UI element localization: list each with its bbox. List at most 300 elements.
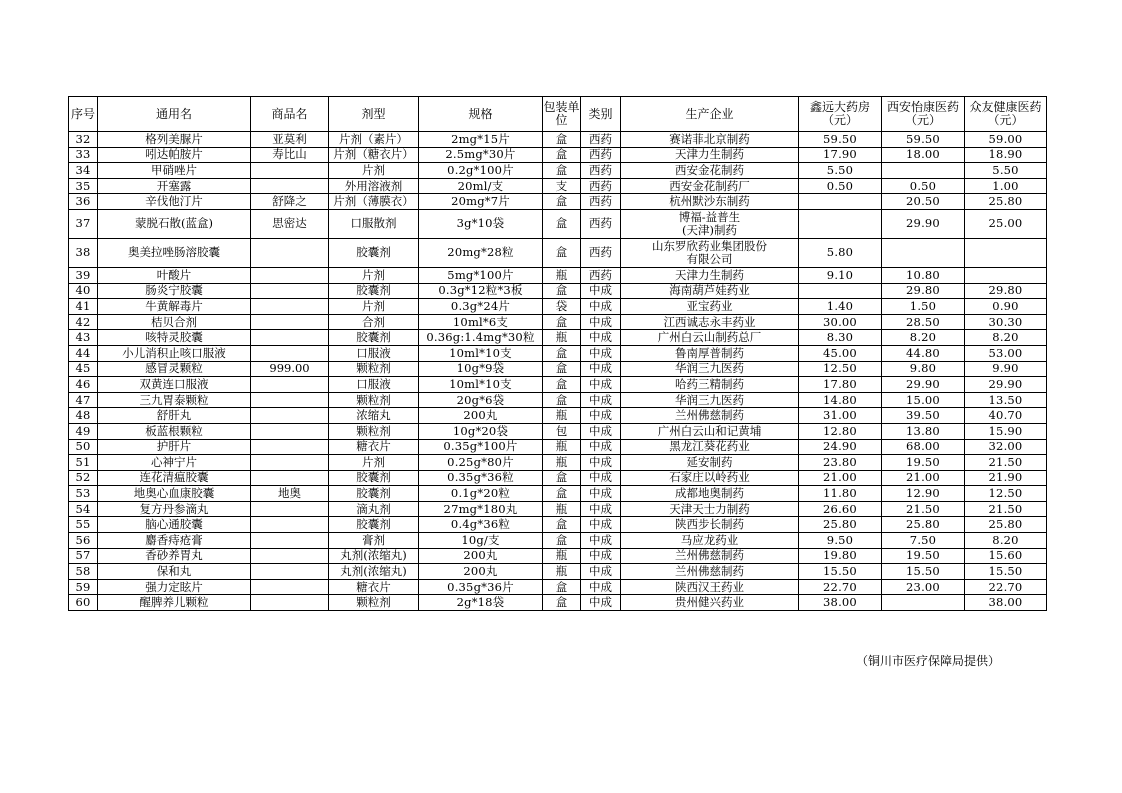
table-cell: 9.90 [965, 361, 1047, 377]
table-cell: 12.50 [799, 361, 882, 377]
table-cell: 47 [69, 392, 98, 408]
table-cell: 赛诺菲北京制药 [621, 132, 799, 148]
table-cell: 牛黄解毒片 [98, 299, 251, 315]
table-cell: 格列美脲片 [98, 132, 251, 148]
table-cell: 19.50 [882, 455, 965, 471]
table-cell: 29.90 [882, 377, 965, 393]
table-cell: 57 [69, 548, 98, 564]
table-cell: 30.00 [799, 314, 882, 330]
table-cell: 2.5mg*30片 [419, 147, 543, 163]
table-cell: 20mg*7片 [419, 194, 543, 210]
table-cell [251, 548, 329, 564]
table-cell: 西药 [581, 178, 621, 194]
table-cell: 12.80 [799, 423, 882, 439]
table-cell: 口服散剂 [329, 209, 419, 238]
table-cell [251, 283, 329, 299]
table-cell: 51 [69, 455, 98, 471]
table-row [69, 470, 1047, 486]
table-cell: 42 [69, 314, 98, 330]
table-cell: 15.50 [882, 564, 965, 580]
table-cell: 地奥心血康胶囊 [98, 486, 251, 502]
table-cell: 桔贝合剂 [98, 314, 251, 330]
table-cell [799, 283, 882, 299]
table-cell: 袋 [543, 299, 581, 315]
table-cell: 2mg*15片 [419, 132, 543, 148]
table-row [69, 283, 1047, 299]
table-row [69, 147, 1047, 163]
table-cell: 0.2g*100片 [419, 163, 543, 179]
table-cell: 32 [69, 132, 98, 148]
table-cell: 中成 [581, 439, 621, 455]
table-cell: 21.00 [799, 470, 882, 486]
table-cell: 滴丸剂 [329, 501, 419, 517]
table-cell [882, 238, 965, 267]
table-cell: 9.50 [799, 533, 882, 549]
table-cell: 2g*18袋 [419, 595, 543, 611]
table-cell: 39 [69, 267, 98, 283]
table-cell: 45.00 [799, 345, 882, 361]
table-cell [251, 330, 329, 346]
table-cell: 西安金花制药 [621, 163, 799, 179]
table-cell: 中成 [581, 283, 621, 299]
table-cell: 37 [69, 209, 98, 238]
table-cell: 0.4g*36粒 [419, 517, 543, 533]
table-cell [799, 209, 882, 238]
table-cell [251, 423, 329, 439]
table-cell: 片剂 [329, 267, 419, 283]
table-cell: 20.50 [882, 194, 965, 210]
table-cell: 口服液 [329, 377, 419, 393]
table-cell: 片剂（薄膜衣） [329, 194, 419, 210]
table-cell: 马应龙药业 [621, 533, 799, 549]
column-header: 通用名 [98, 97, 251, 132]
table-cell: 13.80 [882, 423, 965, 439]
table-cell [251, 299, 329, 315]
table-cell: 盒 [543, 579, 581, 595]
table-cell: 0.50 [882, 178, 965, 194]
table-cell: 中成 [581, 314, 621, 330]
table-cell: 25.00 [965, 209, 1047, 238]
table-cell: 44.80 [882, 345, 965, 361]
table-cell: 29.80 [965, 283, 1047, 299]
table-cell: 醒脾养儿颗粒 [98, 595, 251, 611]
table-cell: 盒 [543, 470, 581, 486]
table-cell: 中成 [581, 330, 621, 346]
table-cell: 开塞露 [98, 178, 251, 194]
table-cell: 盒 [543, 533, 581, 549]
table-cell: 59.00 [965, 132, 1047, 148]
table-cell: 保和丸 [98, 564, 251, 580]
table-cell: 20ml/支 [419, 178, 543, 194]
table-cell: 咳特灵胶囊 [98, 330, 251, 346]
table-cell: 天津力生制药 [621, 147, 799, 163]
table-cell: 200丸 [419, 408, 543, 424]
table-cell: 中成 [581, 579, 621, 595]
table-cell: 辛伐他汀片 [98, 194, 251, 210]
table-cell: 亚宝药业 [621, 299, 799, 315]
table-cell: 奥美拉唑肠溶胶囊 [98, 238, 251, 267]
table-cell [251, 178, 329, 194]
table-row [69, 501, 1047, 517]
price-table-container [68, 96, 1047, 611]
table-cell [251, 238, 329, 267]
table-cell: 29.90 [965, 377, 1047, 393]
table-row [69, 194, 1047, 210]
table-row [69, 267, 1047, 283]
table-cell: 中成 [581, 486, 621, 502]
table-cell: 1.00 [965, 178, 1047, 194]
table-cell: 10ml*10支 [419, 345, 543, 361]
table-cell: 10.80 [882, 267, 965, 283]
table-row [69, 564, 1047, 580]
table-cell: 肠炎宁胶囊 [98, 283, 251, 299]
table-cell [251, 267, 329, 283]
table-cell: 28.50 [882, 314, 965, 330]
table-cell: 38.00 [799, 595, 882, 611]
table-cell: 30.30 [965, 314, 1047, 330]
column-header: 规格 [419, 97, 543, 132]
table-cell: 38 [69, 238, 98, 267]
table-cell: 西药 [581, 194, 621, 210]
table-row [69, 548, 1047, 564]
table-cell: 天津力生制药 [621, 267, 799, 283]
table-cell: 陕西汉王药业 [621, 579, 799, 595]
table-cell [251, 517, 329, 533]
table-cell: 17.80 [799, 377, 882, 393]
table-cell: 瓶 [543, 501, 581, 517]
table-cell: 山东罗欣药业集团股份 有限公司 [621, 238, 799, 267]
table-cell: 盒 [543, 345, 581, 361]
table-cell: 片剂（素片） [329, 132, 419, 148]
table-cell: 52 [69, 470, 98, 486]
table-cell: 瓶 [543, 408, 581, 424]
table-cell: 感冒灵颗粒 [98, 361, 251, 377]
table-cell: 8.20 [965, 533, 1047, 549]
column-header: 剂型 [329, 97, 419, 132]
table-cell: 兰州佛慈制药 [621, 408, 799, 424]
table-cell: 200丸 [419, 564, 543, 580]
table-cell: 颗粒剂 [329, 392, 419, 408]
table-cell: 思密达 [251, 209, 329, 238]
table-cell: 20mg*28粒 [419, 238, 543, 267]
table-cell: 合剂 [329, 314, 419, 330]
table-cell: 40.70 [965, 408, 1047, 424]
table-cell: 1.40 [799, 299, 882, 315]
table-cell: 8.30 [799, 330, 882, 346]
source-note: （铜川市医疗保障局提供） [855, 654, 1000, 668]
table-cell: 15.60 [965, 548, 1047, 564]
table-cell: 5.50 [799, 163, 882, 179]
table-cell: 麝香痔疮膏 [98, 533, 251, 549]
table-cell: 亚莫利 [251, 132, 329, 148]
table-cell [251, 163, 329, 179]
table-cell: 中成 [581, 299, 621, 315]
table-cell [882, 595, 965, 611]
table-cell: 22.70 [965, 579, 1047, 595]
table-cell: 53 [69, 486, 98, 502]
table-cell: 西药 [581, 267, 621, 283]
table-row [69, 377, 1047, 393]
table-cell: 口服液 [329, 345, 419, 361]
table-cell: 56 [69, 533, 98, 549]
column-header: 众友健康医药（元） [965, 97, 1047, 132]
table-cell: 贵州健兴药业 [621, 595, 799, 611]
table-cell: 29.90 [882, 209, 965, 238]
table-cell: 强力定眩片 [98, 579, 251, 595]
table-cell: 23.00 [882, 579, 965, 595]
table-cell [251, 470, 329, 486]
table-row [69, 439, 1047, 455]
table-cell [251, 501, 329, 517]
table-cell: 35 [69, 178, 98, 194]
table-cell: 5.80 [799, 238, 882, 267]
table-cell: 24.90 [799, 439, 882, 455]
table-cell: 40 [69, 283, 98, 299]
table-cell: 15.50 [965, 564, 1047, 580]
table-cell: 海南葫芦娃药业 [621, 283, 799, 299]
table-cell: 三九胃泰颗粒 [98, 392, 251, 408]
table-cell [799, 194, 882, 210]
column-header: 商品名 [251, 97, 329, 132]
table-cell: 9.80 [882, 361, 965, 377]
table-cell [251, 377, 329, 393]
table-row [69, 486, 1047, 502]
table-cell: 7.50 [882, 533, 965, 549]
table-row [69, 163, 1047, 179]
table-cell: 西药 [581, 238, 621, 267]
table-cell: 中成 [581, 564, 621, 580]
table-cell: 盒 [543, 517, 581, 533]
table-cell: 护肝片 [98, 439, 251, 455]
table-cell: 心神宁片 [98, 455, 251, 471]
table-cell: 中成 [581, 377, 621, 393]
table-cell: 25.80 [799, 517, 882, 533]
table-cell: 颗粒剂 [329, 361, 419, 377]
column-header: 鑫远大药房（元） [799, 97, 882, 132]
table-row [69, 392, 1047, 408]
table-cell: 17.90 [799, 147, 882, 163]
table-cell: 丸剂(浓缩丸) [329, 548, 419, 564]
table-cell: 26.60 [799, 501, 882, 517]
table-cell: 21.50 [965, 501, 1047, 517]
table-cell: 鲁南厚普制药 [621, 345, 799, 361]
table-cell [965, 238, 1047, 267]
table-cell: 20g*6袋 [419, 392, 543, 408]
table-cell: 10g*9袋 [419, 361, 543, 377]
table-cell: 25.80 [882, 517, 965, 533]
table-cell: 盒 [543, 147, 581, 163]
table-cell: 10g*20袋 [419, 423, 543, 439]
table-cell [965, 267, 1047, 283]
table-cell: 55 [69, 517, 98, 533]
table-cell: 0.90 [965, 299, 1047, 315]
table-row [69, 423, 1047, 439]
table-row [69, 132, 1047, 148]
table-cell: 34 [69, 163, 98, 179]
table-cell: 胶囊剂 [329, 470, 419, 486]
table-cell: 胶囊剂 [329, 330, 419, 346]
table-cell: 兰州佛慈制药 [621, 564, 799, 580]
table-cell: 中成 [581, 455, 621, 471]
table-cell: 中成 [581, 533, 621, 549]
table-cell [882, 163, 965, 179]
table-cell: 5.50 [965, 163, 1047, 179]
table-row [69, 595, 1047, 611]
table-cell: 中成 [581, 423, 621, 439]
table-cell: 22.70 [799, 579, 882, 595]
table-cell: 10g/支 [419, 533, 543, 549]
table-row [69, 408, 1047, 424]
table-cell: 44 [69, 345, 98, 361]
table-cell: 蒙脱石散(蓝盒) [98, 209, 251, 238]
table-cell: 41 [69, 299, 98, 315]
table-cell: 包 [543, 423, 581, 439]
table-cell: 华润三九医药 [621, 392, 799, 408]
table-cell: 15.90 [965, 423, 1047, 439]
table-cell: 西药 [581, 163, 621, 179]
table-cell: 甲硝唑片 [98, 163, 251, 179]
table-cell: 0.35g*100片 [419, 439, 543, 455]
table-cell: 糖衣片 [329, 439, 419, 455]
table-cell: 瓶 [543, 455, 581, 471]
table-cell: 陕西步长制药 [621, 517, 799, 533]
table-cell: 36 [69, 194, 98, 210]
table-cell: 14.80 [799, 392, 882, 408]
table-cell: 0.3g*24片 [419, 299, 543, 315]
table-cell [251, 439, 329, 455]
table-cell: 成都地奥制药 [621, 486, 799, 502]
table-cell: 13.50 [965, 392, 1047, 408]
table-cell: 膏剂 [329, 533, 419, 549]
table-cell: 盒 [543, 283, 581, 299]
column-header: 序号 [69, 97, 98, 132]
table-row [69, 455, 1047, 471]
table-cell: 中成 [581, 595, 621, 611]
table-cell: 盒 [543, 194, 581, 210]
table-cell: 片剂 [329, 455, 419, 471]
table-cell: 18.00 [882, 147, 965, 163]
table-cell: 盒 [543, 238, 581, 267]
table-cell: 石家庄以岭药业 [621, 470, 799, 486]
table-cell: 板蓝根颗粒 [98, 423, 251, 439]
table-cell: 西药 [581, 132, 621, 148]
table-cell: 50 [69, 439, 98, 455]
table-cell: 瓶 [543, 267, 581, 283]
table-cell: 53.00 [965, 345, 1047, 361]
table-cell: 5mg*100片 [419, 267, 543, 283]
table-cell: 中成 [581, 345, 621, 361]
drug-price-table [68, 96, 1047, 611]
table-cell: 15.00 [882, 392, 965, 408]
table-cell: 54 [69, 501, 98, 517]
table-cell: 0.36g:1.4mg*30粒 [419, 330, 543, 346]
table-cell: 丸剂(浓缩丸) [329, 564, 419, 580]
table-cell: 盒 [543, 132, 581, 148]
table-cell: 29.80 [882, 283, 965, 299]
table-cell: 片剂 [329, 299, 419, 315]
table-cell: 0.35g*36片 [419, 579, 543, 595]
table-row [69, 299, 1047, 315]
table-cell: 胶囊剂 [329, 238, 419, 267]
table-cell: 25.80 [965, 517, 1047, 533]
table-cell: 广州白云山制药总厂 [621, 330, 799, 346]
table-cell: 49 [69, 423, 98, 439]
table-cell: 吲达帕胺片 [98, 147, 251, 163]
table-cell: 1.50 [882, 299, 965, 315]
column-header: 西安怡康医药（元） [882, 97, 965, 132]
table-header-row [69, 97, 1047, 132]
table-cell: 21.00 [882, 470, 965, 486]
table-row [69, 314, 1047, 330]
table-cell: 19.50 [882, 548, 965, 564]
table-cell: 外用溶液剂 [329, 178, 419, 194]
table-cell: 双黄连口服液 [98, 377, 251, 393]
table-cell: 21.90 [965, 470, 1047, 486]
table-cell: 胶囊剂 [329, 517, 419, 533]
table-cell: 寿比山 [251, 147, 329, 163]
table-cell [251, 455, 329, 471]
table-cell: 盒 [543, 377, 581, 393]
table-cell: 21.50 [965, 455, 1047, 471]
table-row [69, 238, 1047, 267]
table-row [69, 533, 1047, 549]
table-cell: 连花清瘟胶囊 [98, 470, 251, 486]
table-cell: 复方丹参滴丸 [98, 501, 251, 517]
table-row [69, 345, 1047, 361]
table-cell: 12.50 [965, 486, 1047, 502]
table-cell: 颗粒剂 [329, 595, 419, 611]
table-cell: 中成 [581, 548, 621, 564]
table-cell: 盒 [543, 392, 581, 408]
table-cell: 0.3g*12粒*3板 [419, 283, 543, 299]
table-cell: 哈药三精制药 [621, 377, 799, 393]
table-cell: 18.90 [965, 147, 1047, 163]
table-cell: 瓶 [543, 330, 581, 346]
table-cell: 39.50 [882, 408, 965, 424]
table-cell: 西药 [581, 147, 621, 163]
table-cell [251, 595, 329, 611]
table-cell: 兰州佛慈制药 [621, 548, 799, 564]
column-header: 类别 [581, 97, 621, 132]
table-cell: 盒 [543, 361, 581, 377]
table-cell: 盒 [543, 209, 581, 238]
table-cell: 舒肝丸 [98, 408, 251, 424]
table-cell: 0.25g*80片 [419, 455, 543, 471]
table-row [69, 330, 1047, 346]
table-cell [251, 533, 329, 549]
table-cell: 12.90 [882, 486, 965, 502]
table-cell: 200丸 [419, 548, 543, 564]
table-body [69, 132, 1047, 611]
table-cell: 盒 [543, 163, 581, 179]
table-cell: 胶囊剂 [329, 486, 419, 502]
table-cell: 9.10 [799, 267, 882, 283]
table-cell: 59.50 [799, 132, 882, 148]
table-cell: 68.00 [882, 439, 965, 455]
table-cell: 中成 [581, 470, 621, 486]
table-cell: 0.1g*20粒 [419, 486, 543, 502]
table-cell: 西药 [581, 209, 621, 238]
table-cell: 颗粒剂 [329, 423, 419, 439]
table-cell: 中成 [581, 361, 621, 377]
table-cell [251, 345, 329, 361]
table-cell: 33 [69, 147, 98, 163]
table-cell: 59.50 [882, 132, 965, 148]
table-cell: 华润三九医药 [621, 361, 799, 377]
table-cell: 8.20 [965, 330, 1047, 346]
table-row [69, 209, 1047, 238]
table-cell: 瓶 [543, 439, 581, 455]
